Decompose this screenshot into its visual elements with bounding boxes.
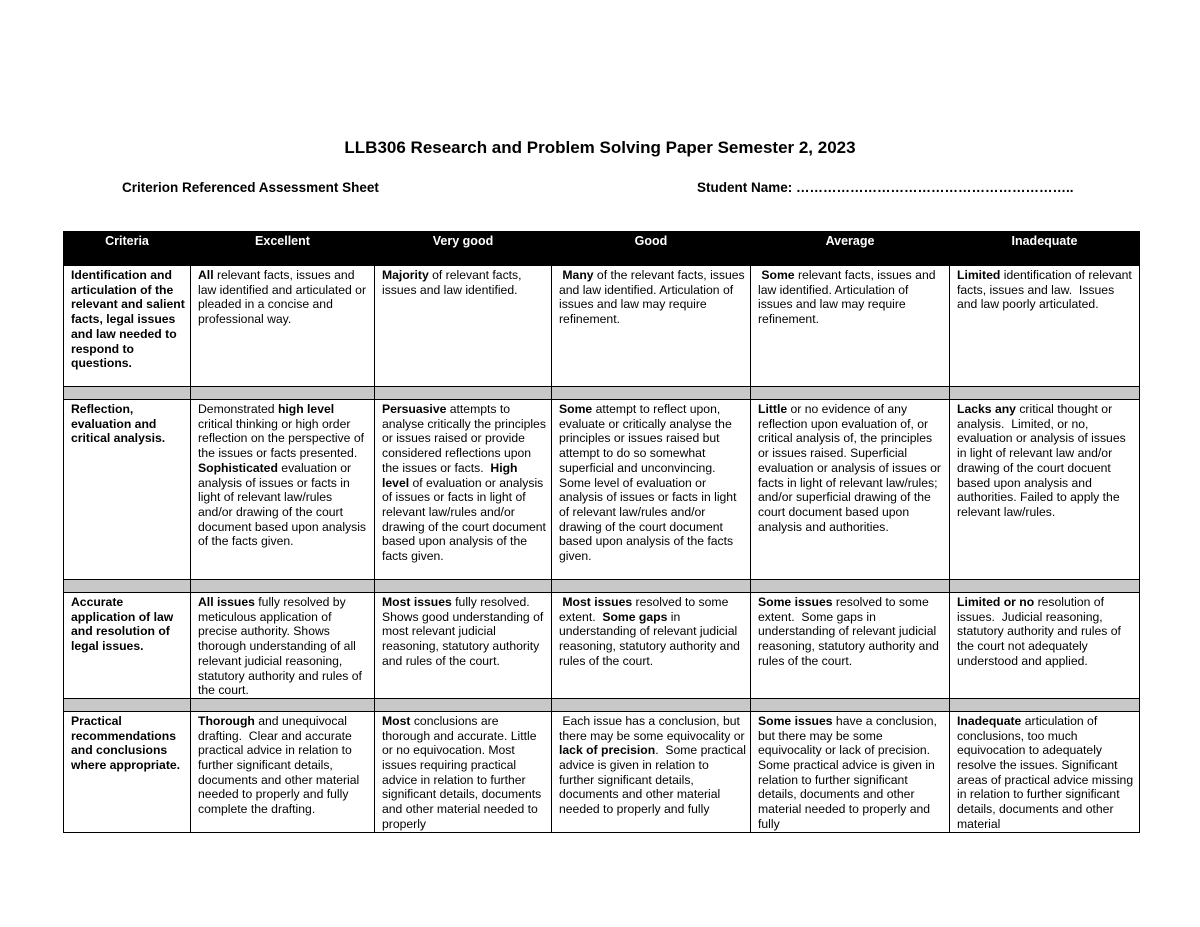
- header-inadequate: Inadequate: [950, 232, 1140, 266]
- table-row: [64, 593, 1140, 699]
- header-excellent: Excellent: [191, 232, 375, 266]
- rubric-cell: Most issues resolved to some extent. Some gaps in understanding of relevant judicial reasoning, statutory authority and rules of the court.: [552, 593, 751, 699]
- criterion-recommendations: Practical recommendations and conclusions where appropriate.: [64, 711, 191, 832]
- separator-row: [64, 580, 1140, 593]
- criterion-application: Accurate application of law and resolution of legal issues.: [64, 593, 191, 699]
- sheet-subtitle: Criterion Referenced Assessment Sheet: [122, 180, 379, 195]
- header-average: Average: [751, 232, 950, 266]
- rubric-cell: Some attempt to reflect upon, evaluate or critically analyse the principles or issues raised but attempt to do so somewhat superficial and unconvincing. Some level of evaluation or analysis of issues or facts in light of relevant law/rules and/or drawing of the court document based upon analysis of the facts given.: [552, 400, 751, 580]
- rubric-cell: Some issues resolved to some extent. Some gaps in understanding of relevant judicial reasoning, statutory authority and rules of the court.: [751, 593, 950, 699]
- table-row: [64, 400, 1140, 580]
- rubric-cell: Persuasive attempts to analyse critically the principles or issues raised or provide considered reflections upon the issues or facts. High level of evaluation or analysis of issues or facts in light of relevant law/rules and/or drawing of the court document based upon analysis of the facts given.: [375, 400, 552, 580]
- rubric-cell: Most conclusions are thorough and accurate. Little or no equivocation. Most issues requiring practical advice in relation to further significant details, documents and other material needed to properly: [375, 711, 552, 832]
- criterion-identification: Identification and articulation of the relevant and salient facts, legal issues and law needed to respond to questions.: [64, 266, 191, 387]
- table-row: [64, 711, 1140, 832]
- header-criteria: Criteria: [64, 232, 191, 266]
- rubric-cell: Each issue has a conclusion, but there may be some equivocality or lack of precision. Some practical advice is given in relation to further significant details, documents and other material needed to properly and fully: [552, 711, 751, 832]
- table-row: [64, 266, 1140, 387]
- rubric-cell: Inadequate articulation of conclusions, too much equivocation to adequately resolve the issues. Significant areas of practical advice missing in relation to further significant details, documents and other material: [950, 711, 1140, 832]
- header-row: [64, 232, 1140, 266]
- rubric-cell: Some relevant facts, issues and law identified. Articulation of issues and law may require refinement.: [751, 266, 950, 387]
- separator-row: [64, 387, 1140, 400]
- header-very-good: Very good: [375, 232, 552, 266]
- student-name-field: Student Name: ……………………………………………………..: [697, 180, 1074, 195]
- rubric-table: [63, 231, 1140, 833]
- rubric-cell: Limited or no resolution of issues. Judicial reasoning, statutory authority and rules of the court not adequately understood and applied.: [950, 593, 1140, 699]
- rubric-cell: Demonstrated high level critical thinking or high order reflection on the perspective of the issues or facts presented. Sophisticated evaluation or analysis of issues or facts in light of relevant law/rules and/or drawing of the court document based upon analysis of the facts given.: [191, 400, 375, 580]
- separator-row: [64, 698, 1140, 711]
- rubric-cell: Some issues have a conclusion, but there may be some equivocality or lack of precision. Some practical advice is given in relation to further significant details, documents and other material needed to properly and fully: [751, 711, 950, 832]
- rubric-cell: All issues fully resolved by meticulous application of precise authority. Shows thorough understanding of all relevant judicial reasoning, statutory authority and rules of the court.: [191, 593, 375, 699]
- criterion-reflection: Reflection, evaluation and critical analysis.: [64, 400, 191, 580]
- rubric-cell: All relevant facts, issues and law identified and articulated or pleaded in a concise and professional way.: [191, 266, 375, 387]
- rubric-cell: Little or no evidence of any reflection upon evaluation of, or critical analysis of, the principles or issues raised. Superficial evaluation or analysis of issues or facts in light of relevant law/rules; and/or superficial drawing of the court document based upon analysis and authorities.: [751, 400, 950, 580]
- rubric-cell: Limited identification of relevant facts, issues and law. Issues and law poorly articulated.: [950, 266, 1140, 387]
- page-title: LLB306 Research and Problem Solving Paper Semester 2, 2023: [344, 138, 856, 157]
- rubric-cell: Many of the relevant facts, issues and law identified. Articulation of issues and law may require refinement.: [552, 266, 751, 387]
- rubric-cell: Thorough and unequivocal drafting. Clear and accurate practical advice in relation to further significant details, documents and other material needed to properly and fully complete the drafting.: [191, 711, 375, 832]
- header-good: Good: [552, 232, 751, 266]
- rubric-cell: Lacks any critical thought or analysis. Limited, or no, evaluation or analysis of issues in light of relevant law and/or drawing of the court docuent based upon analysis and authorities. Failed to apply the relevant law/rules.: [950, 400, 1140, 580]
- rubric-cell: Majority of relevant facts, issues and law identified.: [375, 266, 552, 387]
- rubric-cell: Most issues fully resolved. Shows good understanding of most relevant judicial reasoning, statutory authority and rules of the court.: [375, 593, 552, 699]
